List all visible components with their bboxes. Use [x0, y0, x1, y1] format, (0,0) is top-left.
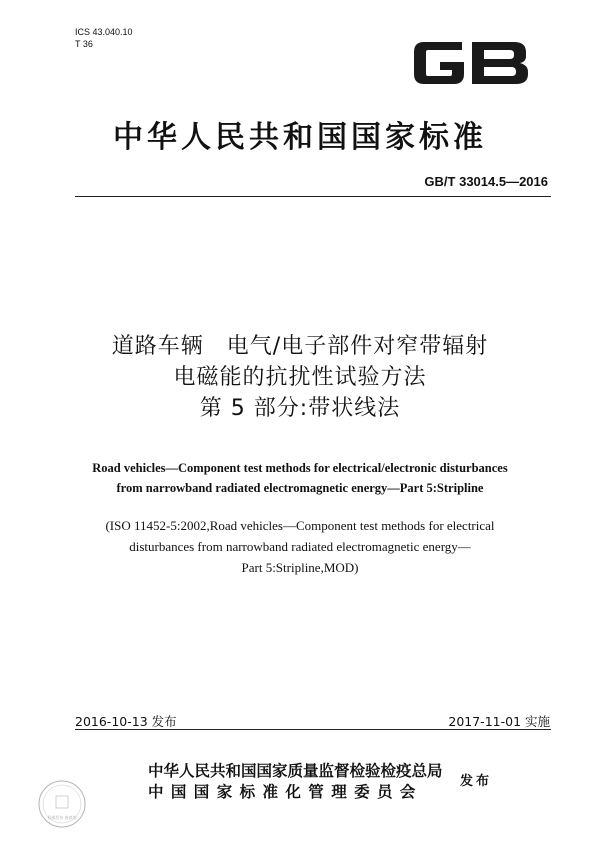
ics-block — [75, 26, 133, 50]
iso-line3: Part 5:Stripline,MOD) — [241, 560, 359, 575]
authenticity-stamp-icon — [36, 778, 88, 830]
title-cn-line1: 道路车辆 电气/电子部件对窄带辐射 — [111, 334, 489, 359]
title-chinese — [0, 331, 600, 424]
standard-number: GB/T 33014.5—2016 — [424, 174, 548, 189]
issue-date: 2016-10-13 发布 — [75, 714, 177, 729]
gb-logo-icon — [410, 38, 532, 88]
classification-code: T 36 — [75, 39, 93, 49]
implement-date: 2017-11-01 实施 — [448, 714, 550, 729]
title-en-line2: from narrowband radiated electromagnetic energy—Part 5:Stripline — [116, 481, 484, 495]
issue-label: 发布 — [460, 774, 493, 789]
iso-reference — [0, 515, 600, 578]
ics-code: ICS 43.040.10 — [75, 27, 133, 37]
iso-line1: (ISO 11452-5:2002,Road vehicles—Component test methods for electrical — [105, 518, 495, 533]
title-english — [0, 458, 600, 498]
title-cn-line3: 第 5 部分:带状线法 — [199, 396, 401, 421]
standard-name: 中华人民共和国国家标准 — [113, 120, 487, 155]
issuing-organizations — [148, 760, 443, 802]
bottom-divider — [75, 729, 551, 730]
issuer-aqsiq: 中华人民共和国国家质量监督检验检疫总局 — [148, 761, 443, 780]
issuer-sac: 中国国家标准化管理委员会 — [148, 782, 423, 801]
iso-line2: disturbances from narrowband radiated electromagnetic energy— — [129, 539, 471, 554]
title-en-line1: Road vehicles—Component test methods for electrical/electronic disturbances — [92, 461, 508, 475]
title-cn-line2: 电磁能的抗扰性试验方法 — [173, 365, 427, 390]
top-divider — [75, 196, 551, 197]
stamp-text: 权威发布 查真伪 — [47, 815, 77, 820]
